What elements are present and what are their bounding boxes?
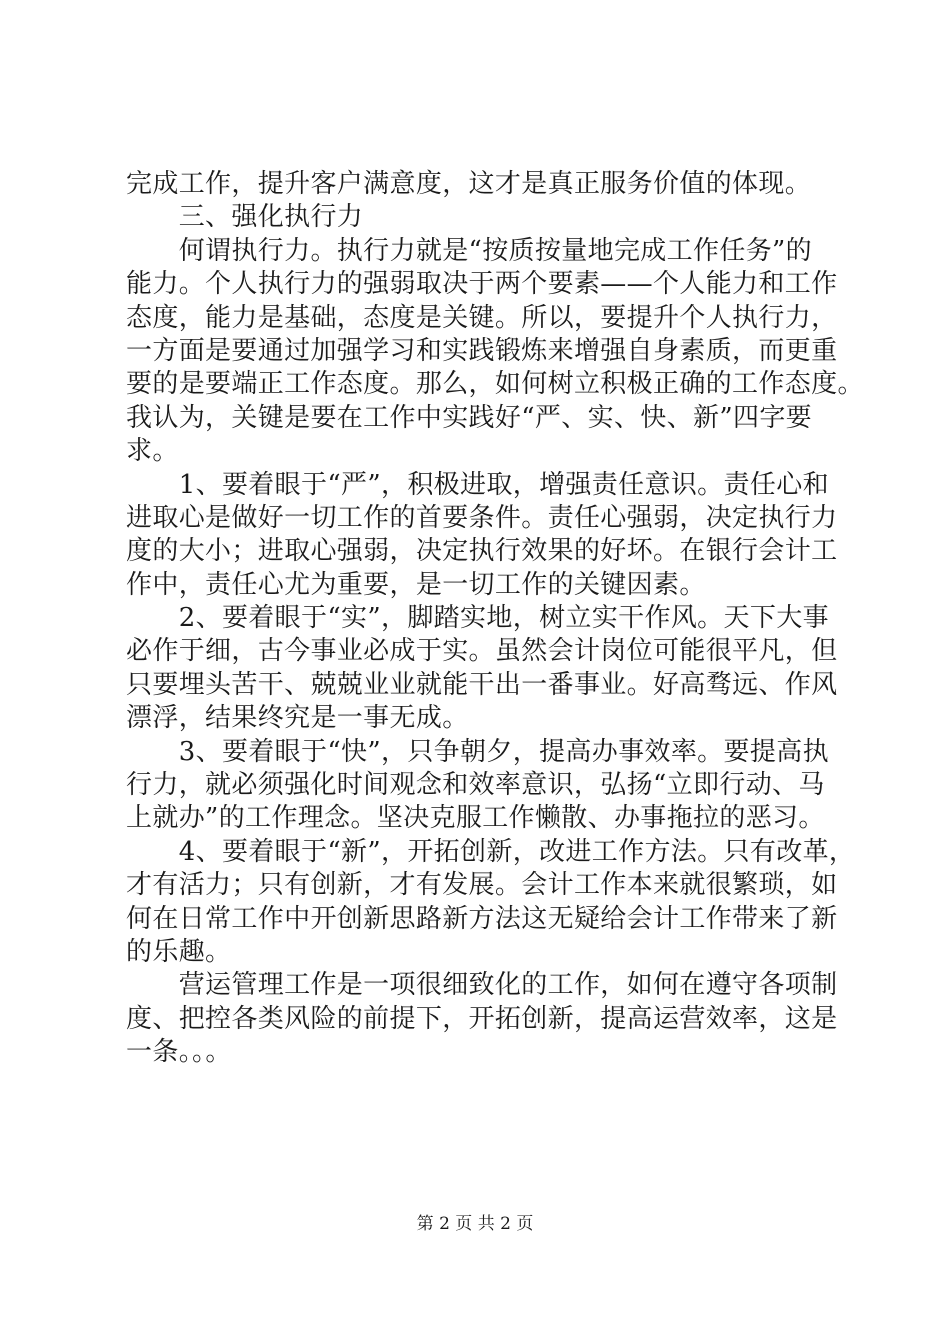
text-line: 完成工作，提升客户满意度，这才是真正服务价值的体现。 xyxy=(126,169,812,199)
text-line: 度、把控各类风险的前提下，开拓创新，提高运营效率，这是 xyxy=(126,1003,838,1034)
text-line: 4、要着眼于“新”，开拓创新，改进工作方法。只有改革， xyxy=(126,836,856,867)
text-line: 才有活力；只有创新，才有发展。会计工作本来就很繁琐，如 xyxy=(126,870,838,901)
text-line: 行力，就必须强化时间观念和效率意识，弘扬“立即行动、马 xyxy=(126,770,825,801)
text-line: 何在日常工作中开创新思路新方法这无疑给会计工作带来了新 xyxy=(126,903,838,934)
text-line: 何谓执行力。执行力就是“按质按量地完成工作任务”的 xyxy=(126,235,813,266)
text-line: 必作于细，古今事业必成于实。虽然会计岗位可能很平凡，但 xyxy=(126,636,838,667)
text-line: 2、要着眼于“实”，脚踏实地，树立实干作风。天下大事 xyxy=(126,603,829,634)
document-body xyxy=(126,168,864,1070)
section-heading: 三、强化执行力 xyxy=(126,202,364,233)
text-line: 漂浮，结果终究是一事无成。 xyxy=(126,703,469,734)
text-line: 1、要着眼于“严”，积极进取，增强责任意识。责任心和 xyxy=(126,469,829,500)
text-line: 营运管理工作是一项很细致化的工作，如何在遵守各项制 xyxy=(126,970,838,1001)
text-line: 度的大小；进取心强弱，决定执行效果的好坏。在银行会计工 xyxy=(126,536,838,567)
text-line: 能力。个人执行力的强弱取决于两个要素——个人能力和工作 xyxy=(126,269,838,300)
page-number-footer: 第 2 页 共 2 页 xyxy=(416,1214,534,1234)
text-line: 态度，能力是基础，态度是关键。所以，要提升个人执行力， xyxy=(126,302,838,333)
text-line: 只要埋头苦干、兢兢业业就能干出一番事业。好高骛远、作风 xyxy=(126,669,838,700)
text-line: 一条。。。 xyxy=(126,1037,232,1068)
text-line: 进取心是做好一切工作的首要条件。责任心强弱，决定执行力 xyxy=(126,502,838,533)
text-line: 上就办”的工作理念。坚决克服工作懒散、办事拖拉的恶习。 xyxy=(126,803,825,834)
text-line: 求。 xyxy=(126,436,179,467)
text-line: 要的是要端正工作态度。那么，如何树立积极正确的工作态度。 xyxy=(126,369,864,400)
text-line: 一方面是要通过加强学习和实践锻炼来增强自身素质，而更重 xyxy=(126,335,838,366)
text-line: 的乐趣。 xyxy=(126,936,232,967)
text-line: 3、要着眼于“快”，只争朝夕，提高办事效率。要提高执 xyxy=(126,736,829,767)
text-line: 我认为，关键是要在工作中实践好“严、实、快、新”四字要 xyxy=(126,402,813,433)
text-line: 作中，责任心尤为重要，是一切工作的关键因素。 xyxy=(126,569,706,600)
